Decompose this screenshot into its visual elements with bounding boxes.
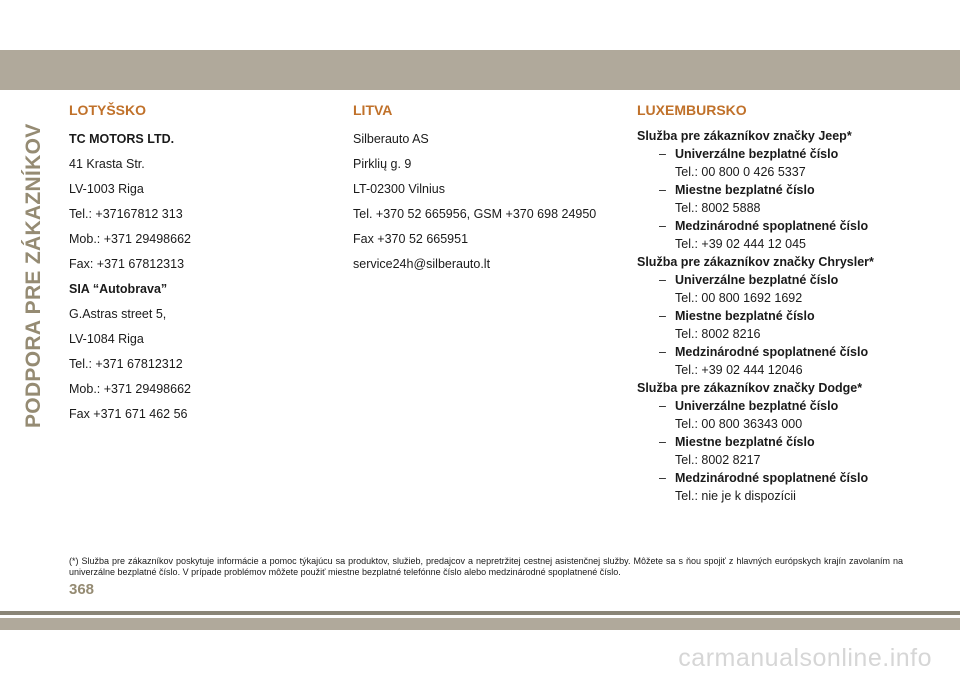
service-item-tel: Tel.: 00 800 0 426 5337	[675, 165, 806, 179]
service-item	[637, 217, 937, 253]
service-item-tel: Tel.: 00 800 1692 1692	[675, 291, 803, 305]
page-number: 368	[69, 581, 95, 598]
contact-line: Mob.: +371 29498662	[69, 382, 191, 396]
latvia-lines	[69, 127, 339, 427]
service-item-name: Univerzálne bezplatné číslo	[675, 273, 839, 287]
service-item-name: Miestne bezplatné číslo	[675, 309, 815, 323]
service-block-jeep	[637, 127, 937, 253]
service-item-tel: Tel.: 8002 8217	[675, 453, 761, 467]
contact-line: Tel.: +37167812 313	[69, 207, 183, 221]
service-title: Služba pre zákazníkov značky Chrysler*	[637, 255, 874, 269]
latvia-column	[69, 101, 339, 427]
side-section-title: PODPORA PRE ZÁKAZNÍKOV	[22, 123, 45, 428]
dash-bullet: –	[659, 219, 666, 233]
service-item-name: Miestne bezplatné číslo	[675, 435, 815, 449]
service-item-tel: Tel.: +39 02 444 12 045	[675, 237, 807, 251]
contact-line: Fax +371 671 462 56	[69, 407, 188, 421]
service-item-name: Univerzálne bezplatné číslo	[675, 399, 839, 413]
service-item	[637, 397, 937, 433]
latvia-heading: LOTYŠSKO	[69, 102, 147, 118]
contact-line: LV-1003 Riga	[69, 182, 144, 196]
contact-line: LT-02300 Vilnius	[353, 182, 445, 196]
dash-bullet: –	[659, 345, 666, 359]
contact-line: Tel.: +371 67812312	[69, 357, 183, 371]
service-item-tel: Tel.: 8002 5888	[675, 201, 761, 215]
luxembourg-column	[637, 101, 937, 505]
footnote: (*) Služba pre zákazníkov poskytuje informácie a pomoc týkajúcu sa produktov, služieb, predajcov a nepretržitej cestnej asistenčnej služby. Môžete sa s ňou spojiť z hlavných európskych krajín zavolaním na univerzálne bezplatné číslo. V prípade problémov môžete použiť miestne bezplatné telefónne číslo alebo medzinárodné spoplatnené číslo.	[69, 556, 903, 577]
service-item-name: Miestne bezplatné číslo	[675, 183, 815, 197]
email-link: service24h@silberauto.lt	[353, 257, 491, 271]
service-item	[637, 307, 937, 343]
contact-line: Tel. +370 52 665956, GSM +370 698 24950	[353, 207, 597, 221]
contact-line: Fax: +371 67812313	[69, 257, 185, 271]
service-item	[637, 145, 937, 181]
dash-bullet: –	[659, 183, 666, 197]
service-item	[637, 343, 937, 379]
service-item-tel: Tel.: nie je k dispozícii	[675, 489, 796, 503]
service-item	[637, 181, 937, 217]
service-item	[637, 271, 937, 307]
dash-bullet: –	[659, 309, 666, 323]
contact-line: TC MOTORS LTD.	[69, 132, 175, 146]
contact-line: Fax +370 52 665951	[353, 232, 469, 246]
dash-bullet: –	[659, 147, 666, 161]
dash-bullet: –	[659, 471, 666, 485]
service-item-tel: Tel.: +39 02 444 12046	[675, 363, 803, 377]
watermark: carmanualsonline.info	[678, 644, 932, 672]
dash-bullet: –	[659, 273, 666, 287]
service-item-tel: Tel.: 8002 8216	[675, 327, 761, 341]
contact-line: LV-1084 Riga	[69, 332, 144, 346]
lithuania-column	[353, 101, 628, 277]
contact-line: Silberauto AS	[353, 132, 429, 146]
service-item-name: Medzinárodné spoplatnené číslo	[675, 471, 869, 485]
dash-bullet: –	[659, 435, 666, 449]
service-item-name: Medzinárodné spoplatnené číslo	[675, 345, 869, 359]
top-decorative-band	[0, 50, 960, 90]
lithuania-heading: LITVA	[353, 102, 393, 118]
service-item-name: Univerzálne bezplatné číslo	[675, 147, 839, 161]
contact-line: SIA “Autobrava”	[69, 282, 168, 296]
service-block-dodge	[637, 379, 937, 505]
service-title: Služba pre zákazníkov značky Dodge*	[637, 381, 863, 395]
contact-line: Mob.: +371 29498662	[69, 232, 191, 246]
contact-line: 41 Krasta Str.	[69, 157, 145, 171]
contact-line: G.Astras street 5,	[69, 307, 167, 321]
dash-bullet: –	[659, 399, 666, 413]
service-item	[637, 469, 937, 505]
service-item-tel: Tel.: 00 800 36343 000	[675, 417, 803, 431]
bottom-decorative-band	[0, 618, 960, 630]
contact-line: Pirklių g. 9	[353, 157, 412, 171]
lithuania-lines	[353, 127, 628, 277]
luxembourg-heading: LUXEMBURSKO	[637, 102, 747, 118]
bottom-divider	[0, 611, 960, 615]
service-item	[637, 433, 937, 469]
service-item-name: Medzinárodné spoplatnené číslo	[675, 219, 869, 233]
service-block-chrysler	[637, 253, 937, 379]
service-title: Služba pre zákazníkov značky Jeep*	[637, 129, 852, 143]
